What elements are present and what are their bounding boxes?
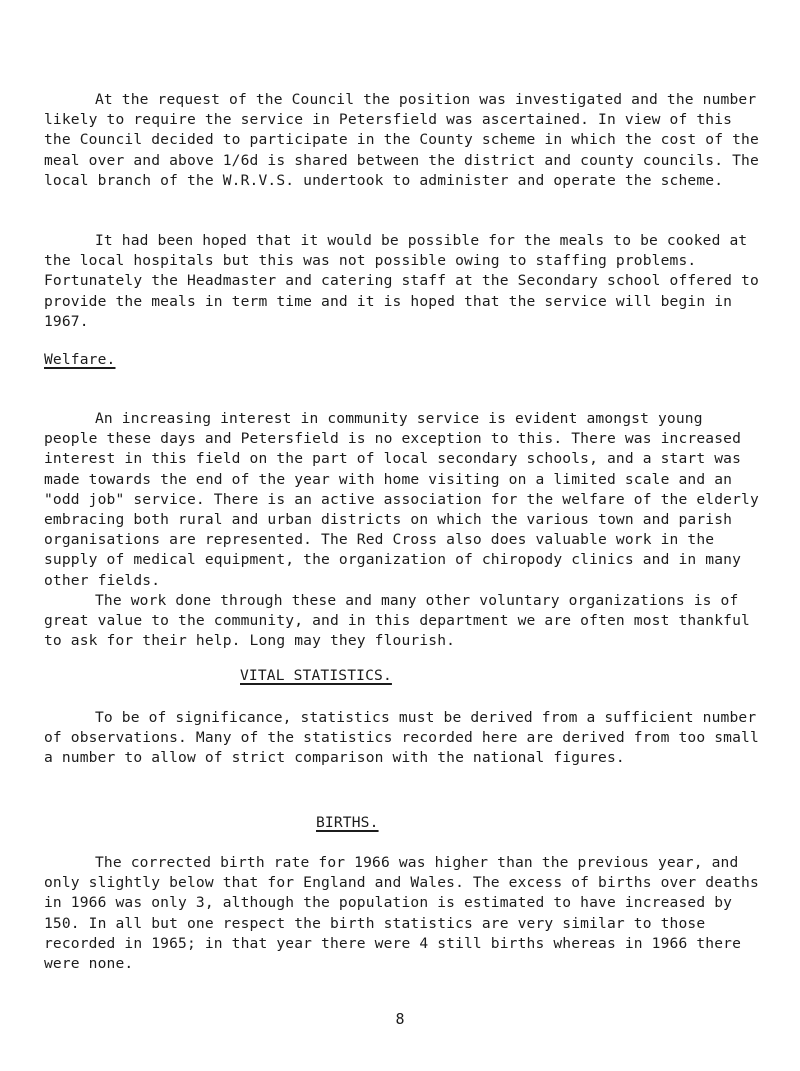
paragraph-statistics-significance: To be of significance, statistics must be derived from a sufficient number of observations. Many of the statistics recorded here are derived from too small a number to allow of strict comparison with the national figures. <box>44 709 759 767</box>
page-number: 8 <box>395 1010 405 1028</box>
paragraph-meals-scheme: At the request of the Council the position was investigated and the number likely to require the service in Petersfield was ascertained. In view of this the Council decided to participate in the County scheme in which the cost of the meal over and above 1/6d is shared between the district and county councils. The local branch of the W.R.V.S. undertook to administer and operate the scheme. <box>44 91 759 189</box>
heading-vital-statistics: VITAL STATISTICS. <box>240 667 392 684</box>
paragraph-birth-rate: The corrected birth rate for 1966 was higher than the previous year, and only slightly below that for England and Wales. The excess of births over deaths in 1966 was only 3, although the population is estimated to have increased by 150. In all but one respect the birth statistics are very similar to those recorded in 1965; in that year there were 4 still births whereas in 1966 there were none. <box>44 854 759 973</box>
heading-welfare: Welfare. <box>44 351 116 368</box>
paragraph-voluntary-organizations: The work done through these and many other voluntary organizations is of great value to the community, and in this department we are often most thankful to ask for their help. Long may they flourish. <box>44 592 750 650</box>
paragraph-meals-cooking: It had been hoped that it would be possible for the meals to be cooked at the local hospitals but this was not possible owing to staffing problems. Fortunately the Headmaster and catering staff at the Secondary school offered to provide the meals in term time and it is hoped that the service will begin in 1967. <box>44 232 759 330</box>
paragraph-community-service: An increasing interest in community service is evident amongst young people these days and Petersfield is no exception to this. There was increased interest in this field on the part of local secondary schools, and a start was made towards the end of the year with home visiting on a limited scale and an "odd job" service. There is an active association for the welfare of the elderly embracing both rural and urban districts on which the various town and parish organisations are represented. The Red Cross also does valuable work in the supply of medical equipment, the organization of chiropody clinics and in many other fields. <box>44 410 759 589</box>
heading-births: BIRTHS. <box>316 814 379 831</box>
